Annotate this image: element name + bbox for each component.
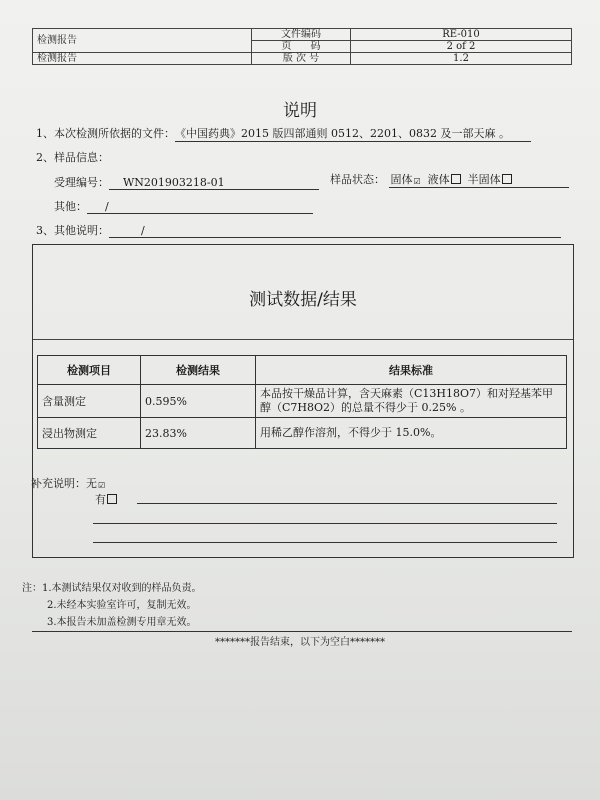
results-divider	[33, 339, 573, 340]
supp-yes-checkbox[interactable]	[107, 494, 117, 504]
notes	[22, 580, 202, 631]
sample-state	[330, 171, 569, 188]
results-box	[32, 244, 574, 558]
other-info-value: /	[87, 200, 313, 214]
state-semisolid-checkbox[interactable]	[502, 174, 512, 184]
supplement-line-2	[93, 523, 557, 524]
receipt-number-value: WN201903218-01	[109, 176, 319, 190]
col-item-header: 检测项目	[38, 356, 141, 385]
results-header-row	[38, 356, 567, 385]
supplement-yes	[95, 491, 117, 507]
header-version-value: 1.2	[351, 53, 572, 65]
row-result: 23.83%	[141, 418, 256, 449]
col-standard-header: 结果标准	[256, 356, 567, 385]
supplement-line-3	[93, 542, 557, 543]
item-basis-value: 《中国药典》2015 版四部通则 0512、2201、0832 及一部天麻 。	[175, 125, 531, 142]
state-liquid-checkbox[interactable]	[451, 174, 461, 184]
end-divider	[32, 631, 572, 632]
row-standard: 用稀乙醇作溶剂，不得少于 15.0%。	[256, 418, 567, 449]
item-basis-label: 1、本次检测所依据的文件：	[36, 127, 175, 140]
item-basis	[36, 125, 531, 142]
item-other-notes-value: /	[109, 224, 561, 238]
table-row	[38, 385, 567, 418]
sample-state-options	[389, 171, 569, 188]
other-info-label: 其他：	[54, 200, 87, 213]
state-solid-label: 固体	[390, 173, 413, 186]
header-report-name-2: 检测报告	[33, 53, 252, 65]
item-sample-info-label: 2、样品信息：	[36, 151, 109, 164]
supp-yes-label: 有	[95, 493, 106, 506]
note-3: 3.本报告未加盖检测专用章无效。	[47, 617, 197, 628]
results-title: 测试数据/结果	[249, 290, 357, 310]
supplement-label: 补充说明：	[31, 477, 86, 490]
item-other-notes-label: 3、其他说明：	[36, 224, 109, 237]
supp-none-label: 无	[86, 477, 97, 490]
receipt-number-label: 受理编号：	[54, 176, 109, 189]
end-of-report: *******报告结束，以下为空白*******	[215, 637, 385, 648]
header-doc-code-value: RE-010	[351, 29, 572, 41]
other-info	[54, 198, 313, 214]
supplement-line-1	[137, 503, 557, 504]
item-other-notes	[36, 222, 561, 238]
table-row	[38, 418, 567, 449]
supplement	[31, 475, 105, 491]
row-result: 0.595%	[141, 385, 256, 418]
state-solid-checkbox[interactable]: ☑	[413, 177, 421, 186]
sample-state-label: 样品状态：	[330, 173, 385, 186]
header-page-value: 2 of 2	[351, 41, 572, 53]
note-1: 注：1.本测试结果仅对收到的样品负责。	[22, 583, 202, 594]
state-semisolid-label: 半固体	[467, 173, 501, 186]
supp-none-checkbox[interactable]: ☑	[98, 481, 106, 490]
header-report-name: 检测报告	[33, 29, 252, 53]
receipt-number	[54, 174, 319, 190]
header-table	[32, 28, 572, 65]
header-doc-code-label: 文件编码	[252, 29, 351, 41]
note-2: 2.未经本实验室许可，复制无效。	[47, 600, 197, 611]
row-item: 含量测定	[38, 385, 141, 418]
header-version-label: 版 次 号	[252, 53, 351, 65]
results-table	[37, 355, 567, 449]
page-title: 说明	[283, 101, 317, 121]
col-result-header: 检测结果	[141, 356, 256, 385]
row-standard: 本品按干燥品计算，含天麻素（C13H18O7）和对羟基苯甲醇（C7H8O2）的总量不得少于 0.25% 。	[256, 385, 567, 418]
state-liquid-label: 液体	[427, 173, 450, 186]
header-page-label: 页 码	[252, 41, 351, 53]
row-item: 浸出物测定	[38, 418, 141, 449]
